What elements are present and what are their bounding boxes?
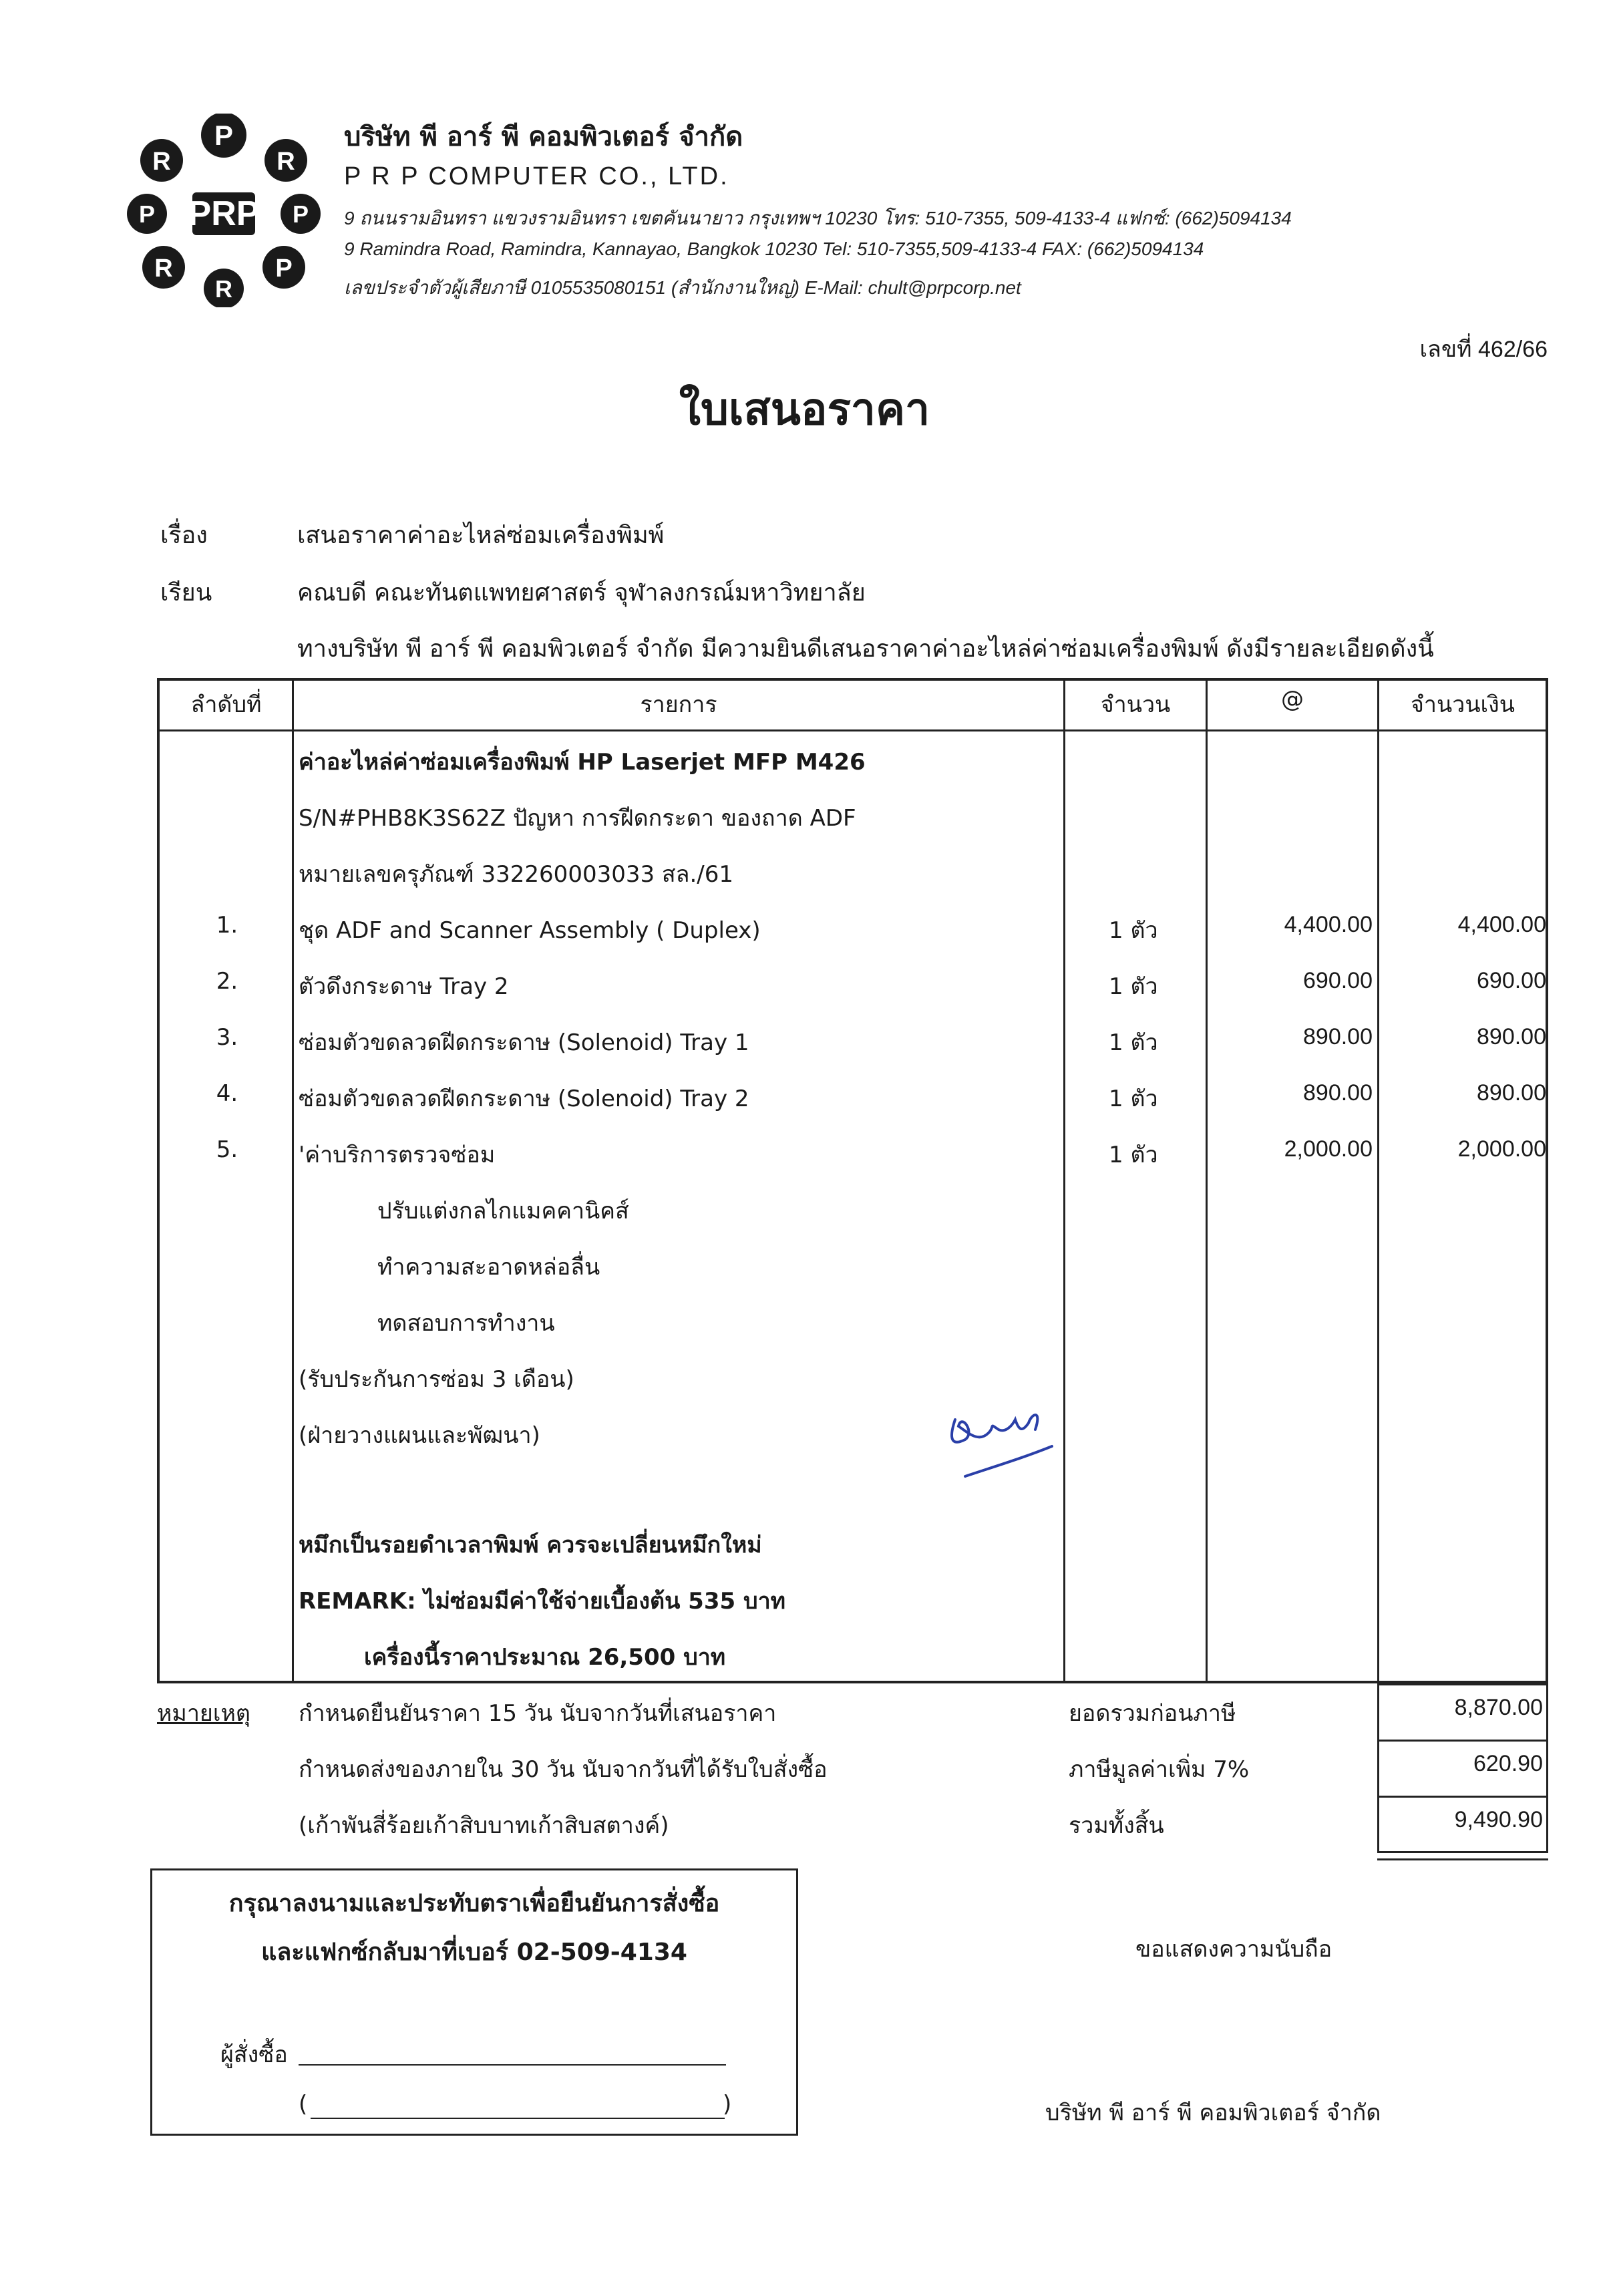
row-item: ชุด ADF and Scanner Assembly ( Duplex): [299, 917, 761, 944]
grand-total-value: 9,490.90: [1454, 1807, 1543, 1832]
col-divider-2: [1063, 678, 1065, 1683]
row-unit-price: 690.00: [1303, 968, 1373, 993]
table-intro-line: หมายเลขครุภัณฑ์ 332260003033 สล./61: [299, 861, 734, 888]
row-no: 2.: [216, 968, 238, 995]
department-note: (ฝ่ายวางแผนและพัฒนา): [299, 1422, 540, 1449]
vat-label: ภาษีมูลค่าเพิ่ม 7%: [1069, 1756, 1250, 1783]
row-unit-price: 4,400.00: [1284, 912, 1373, 937]
machine-price-note: เครื่องนี้ราคาประมาณ 26,500 บาท: [364, 1644, 726, 1671]
remarks-line: กำหนดส่งของภายใน 30 วัน นับจากวันที่ได้รับใบสั่งซื้อ: [299, 1756, 828, 1783]
row-no: 5.: [216, 1136, 238, 1163]
row-qty: 1 ตัว: [1109, 1029, 1158, 1056]
document-title: ใบเสนอราคา: [679, 383, 930, 435]
paren-open: (: [299, 2091, 308, 2118]
row-amount: 690.00: [1477, 968, 1546, 993]
subtotal-label: ยอดรวมก่อนภาษี: [1069, 1700, 1236, 1727]
buyer-label: ผู้สั่งซื้อ: [220, 2041, 288, 2068]
intro-text: ทางบริษัท พี อาร์ พี คอมพิวเตอร์ จำกัด มีความยินดีเสนอราคาค่าอะไหล่ค่าซ่อมเครื่องพิมพ์ ดังมีรายละเอียดดังนี้: [297, 635, 1434, 663]
service-line: ทำความสะอาดหล่อลื่น: [377, 1254, 600, 1281]
totals-divider: [1377, 1740, 1548, 1742]
to-label: เรียน: [160, 579, 212, 607]
company-logo: [127, 114, 321, 307]
subject-label: เรื่อง: [160, 522, 208, 549]
row-item: ซ่อมตัวขดลวดฝีดกระดาษ (Solenoid) Tray 1: [299, 1029, 749, 1056]
header-no: ลำดับที่: [190, 691, 262, 718]
row-item: ซ่อมตัวขดลวดฝีดกระดาษ (Solenoid) Tray 2: [299, 1086, 749, 1112]
svg-text:R: R: [277, 148, 295, 176]
totals-double-rule: [1377, 1858, 1548, 1860]
service-line: ทดสอบการทำงาน: [377, 1310, 555, 1337]
confirm-line1: กรุณาลงนามและประทับตราเพื่อยืนยันการสั่งซื้อ: [228, 1890, 720, 1917]
row-amount: 2,000.00: [1457, 1136, 1546, 1162]
row-no: 4.: [216, 1080, 238, 1107]
amount-in-words: (เก้าพันสี่ร้อยเก้าสิบบาทเก้าสิบสตางค์): [299, 1812, 669, 1839]
company-name-en: P R P COMPUTER CO., LTD.: [344, 162, 729, 190]
header-qty: จำนวน: [1100, 691, 1171, 718]
row-amount: 4,400.00: [1457, 912, 1546, 937]
vat-value: 620.90: [1473, 1751, 1543, 1776]
svg-text:P: P: [138, 200, 156, 228]
buyer-name-line[interactable]: [311, 2118, 725, 2119]
remark-note: REMARK: ไม่ซ่อมมีค่าใช้จ่ายเบื้องต้น 535 บาท: [299, 1588, 786, 1615]
col-divider-1: [292, 678, 294, 1683]
row-item: 'ค่าบริการตรวจซ่อม: [299, 1142, 496, 1168]
header-amount: จำนวนเงิน: [1410, 691, 1515, 718]
row-qty: 1 ตัว: [1109, 973, 1158, 1000]
totals-divider: [1377, 1796, 1548, 1798]
subject-value: เสนอราคาค่าอะไหล่ซ่อมเครื่องพิมพ์: [297, 522, 665, 549]
svg-text:P: P: [214, 120, 234, 151]
row-item: ตัวดึงกระดาษ Tray 2: [299, 973, 509, 1000]
row-no: 1.: [216, 912, 238, 939]
svg-text:R: R: [215, 275, 232, 303]
grand-total-label: รวมทั้งสิ้น: [1069, 1812, 1164, 1839]
table-intro-line: S/N#PHB8K3S62Z ปัญหา การฝีดกระดา ของถาด ADF: [299, 805, 856, 832]
row-unit-price: 2,000.00: [1284, 1136, 1373, 1162]
header-unit-price: @: [1281, 686, 1304, 713]
svg-text:P: P: [275, 255, 293, 283]
table-intro-line: ค่าอะไหล่ค่าซ่อมเครื่องพิมพ์ HP Laserjet MFP M426: [299, 749, 866, 776]
col-divider-4: [1377, 678, 1379, 1683]
table-header-divider: [157, 729, 1548, 731]
confirm-line2: และแฟกซ์กลับมาที่เบอร์ 02-509-4134: [261, 1939, 687, 1966]
remarks-label: หมายเหตุ: [157, 1700, 250, 1727]
svg-text:R: R: [154, 255, 173, 283]
row-qty: 1 ตัว: [1109, 1142, 1158, 1168]
remarks-line: กำหนดยืนยันราคา 15 วัน นับจากวันที่เสนอราคา: [299, 1700, 777, 1727]
svg-text:PRP: PRP: [188, 194, 260, 233]
row-qty: 1 ตัว: [1109, 1086, 1158, 1112]
service-line: ปรับแต่งกลไกแมคคานิคส์: [377, 1198, 629, 1224]
buyer-signature-line[interactable]: [299, 2064, 726, 2066]
header-item: รายการ: [640, 691, 717, 718]
subtotal-value: 8,870.00: [1454, 1695, 1543, 1720]
row-amount: 890.00: [1477, 1080, 1546, 1106]
company-name-th: บริษัท พี อาร์ พี คอมพิวเตอร์ จำกัด: [344, 122, 743, 152]
ink-note: หมึกเป็นรอยดำเวลาพิมพ์ ควรจะเปลี่ยนหมึกใหม่: [299, 1532, 762, 1559]
col-divider-3: [1206, 678, 1208, 1683]
company-tax-email: เลขประจำตัวผู้เสียภาษี 0105535080151 (สำนักงานใหญ่) E-Mail: chult@prpcorp.net: [344, 277, 1021, 298]
row-unit-price: 890.00: [1303, 1080, 1373, 1106]
row-unit-price: 890.00: [1303, 1024, 1373, 1049]
handwritten-initial: [942, 1393, 1062, 1486]
regards-text: ขอแสดงความนับถือ: [1135, 1936, 1332, 1963]
company-address-en: 9 Ramindra Road, Ramindra, Kannayao, Bangkok 10230 Tel: 510-7355,509-4133-4 FAX: (662)5094134: [344, 238, 1204, 259]
row-qty: 1 ตัว: [1109, 917, 1158, 944]
company-signature: บริษัท พี อาร์ พี คอมพิวเตอร์ จำกัด: [1045, 2100, 1381, 2126]
warranty-note: (รับประกันการซ่อม 3 เดือน): [299, 1366, 574, 1393]
to-value: คณบดี คณะทันตแพทยศาสตร์ จุฬาลงกรณ์มหาวิทยาลัย: [297, 579, 866, 607]
svg-text:P: P: [292, 200, 309, 228]
document-number: เลขที่ 462/66: [1419, 337, 1548, 362]
company-address-th: 9 ถนนรามอินทรา แขวงรามอินทรา เขตคันนายาว กรุงเทพฯ 10230 โทร: 510-7355, 509-4133-4 แฟกซ์: (662)5094134: [344, 208, 1292, 228]
paren-close: ): [723, 2091, 732, 2118]
svg-text:R: R: [152, 148, 171, 176]
row-no: 3.: [216, 1024, 238, 1051]
row-amount: 890.00: [1477, 1024, 1546, 1049]
